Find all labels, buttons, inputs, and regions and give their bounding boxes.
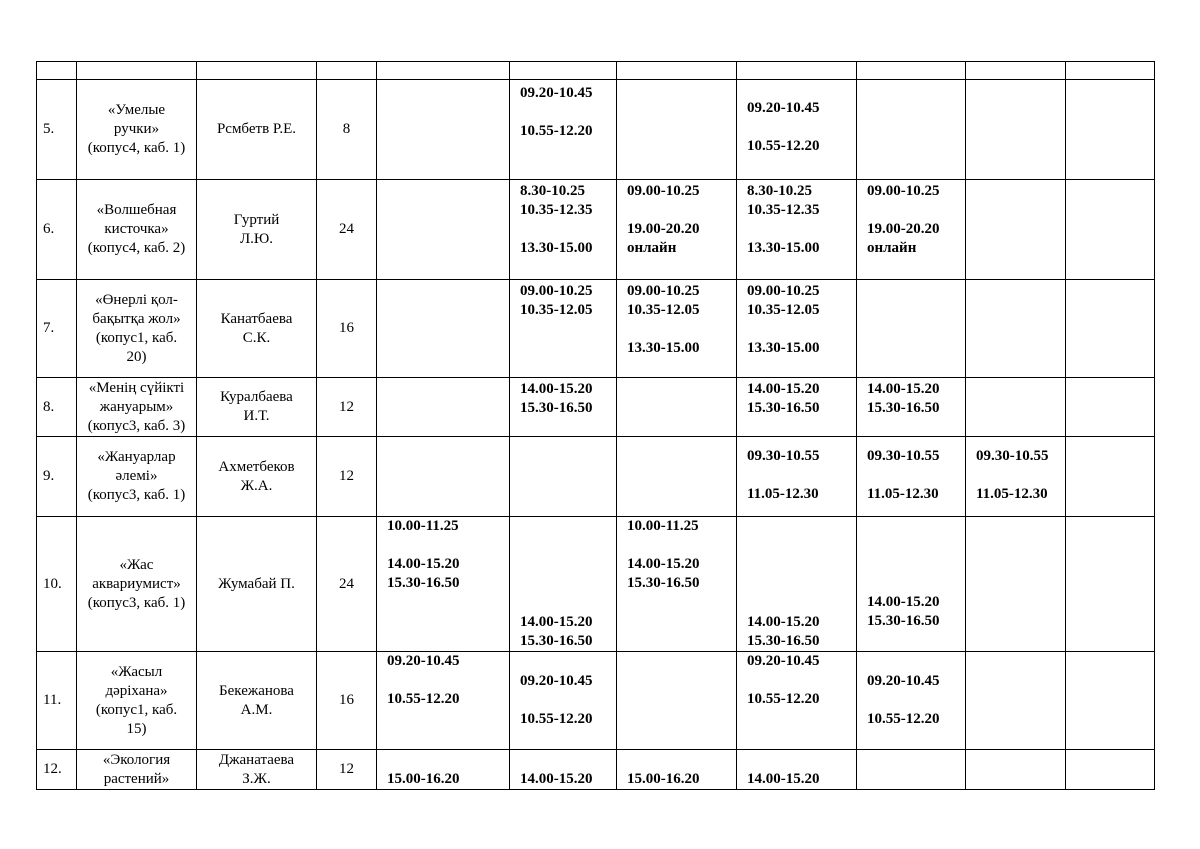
- schedule-body: [37, 62, 1155, 790]
- schedule-cell: [510, 517, 617, 652]
- cell-line: Куралбаева: [220, 389, 293, 405]
- cell-line: 10.35-12.05: [747, 302, 820, 318]
- cell-line: 10.55-12.20: [867, 711, 940, 727]
- line-gap: [520, 103, 616, 122]
- schedule-cell: [966, 378, 1066, 437]
- cell-line: 09.00-10.25: [627, 283, 700, 299]
- schedule-cell: [1066, 750, 1155, 790]
- cell-line: 10.55-12.20: [747, 138, 820, 154]
- cell-line: С.К.: [242, 329, 271, 346]
- line-gap: [867, 574, 965, 593]
- schedule-cell: [377, 652, 510, 750]
- cell-line: 8.30-10.25: [747, 183, 812, 199]
- schedule-cell: [737, 280, 857, 378]
- cell-line: 10.55-12.20: [520, 711, 593, 727]
- schedule-cell: [617, 180, 737, 280]
- header-cell: [197, 62, 317, 80]
- cell-line: 14.00-15.20: [747, 771, 820, 787]
- schedule-cell: [966, 750, 1066, 790]
- header-cell: [317, 62, 377, 80]
- teacher-name: [197, 750, 317, 790]
- cell-line: 19.00-20.20: [867, 221, 940, 237]
- line-gap: [520, 594, 616, 613]
- line-gap: [387, 671, 509, 690]
- student-count: 24: [317, 517, 377, 652]
- cell-line: растений»: [103, 770, 170, 787]
- schedule-cell: [510, 437, 617, 517]
- schedule-cell: [510, 280, 617, 378]
- cell-line: «Өнерлі қол-: [95, 291, 178, 308]
- club-name: [77, 517, 197, 652]
- header-cell: [77, 62, 197, 80]
- schedule-cell: [617, 378, 737, 437]
- cell-line: 09.00-10.25: [867, 183, 940, 199]
- schedule-cell: [857, 437, 966, 517]
- cell-line: 09.00-10.25: [627, 183, 700, 199]
- schedule-cell: [617, 652, 737, 750]
- cell-line: 15.00-16.20: [387, 771, 460, 787]
- cell-line: 09.30-10.55: [867, 448, 940, 464]
- line-gap: [867, 201, 965, 220]
- line-gap: [867, 691, 965, 710]
- student-count: 16: [317, 280, 377, 378]
- schedule-cell: [510, 750, 617, 790]
- schedule-cell: [1066, 280, 1155, 378]
- schedule-cell: [617, 80, 737, 180]
- table-row: [37, 280, 1155, 378]
- club-name: [77, 378, 197, 437]
- student-count: 12: [317, 750, 377, 790]
- cell-line: 19.00-20.20: [627, 221, 700, 237]
- cell-line: 09.20-10.45: [520, 85, 593, 101]
- schedule-cell: [377, 280, 510, 378]
- schedule-cell: [617, 437, 737, 517]
- line-gap: [627, 320, 736, 339]
- cell-line: 13.30-15.00: [520, 240, 593, 256]
- schedule-cell: [857, 180, 966, 280]
- cell-line: 09.30-10.55: [747, 448, 820, 464]
- cell-line: 09.20-10.45: [387, 653, 460, 669]
- table-row: [37, 378, 1155, 437]
- schedule-cell: [377, 750, 510, 790]
- cell-line: 10.55-12.20: [520, 123, 593, 139]
- student-count: 8: [317, 80, 377, 180]
- schedule-cell: [966, 652, 1066, 750]
- cell-line: Рсмбетв Р.Е.: [216, 121, 297, 137]
- schedule-cell: [737, 652, 857, 750]
- cell-line: Л.Ю.: [239, 230, 274, 247]
- teacher-name: [197, 180, 317, 280]
- student-count: 16: [317, 652, 377, 750]
- header-cell: [1066, 62, 1155, 80]
- cell-line: 09.20-10.45: [520, 673, 593, 689]
- cell-line: 11.05-12.30: [976, 486, 1048, 502]
- schedule-table: [36, 61, 1155, 790]
- schedule-cell: [857, 652, 966, 750]
- schedule-cell: [737, 80, 857, 180]
- schedule-cell: [857, 517, 966, 652]
- cell-line: (копус1, каб.: [95, 701, 178, 718]
- teacher-name: [197, 437, 317, 517]
- cell-line: 15.30-16.50: [387, 575, 460, 591]
- line-gap: [747, 466, 856, 485]
- cell-line: Гуртий: [233, 211, 280, 228]
- cell-line: 09.20-10.45: [747, 653, 820, 669]
- cell-line: 11.05-12.30: [867, 486, 939, 502]
- cell-line: 09.20-10.45: [867, 673, 940, 689]
- cell-line: А.М.: [240, 701, 273, 718]
- schedule-cell: [510, 80, 617, 180]
- student-count: 12: [317, 378, 377, 437]
- line-gap: [387, 751, 509, 770]
- line-gap: [867, 466, 965, 485]
- line-gap: [520, 575, 616, 594]
- cell-line: Ж.А.: [240, 477, 273, 494]
- schedule-cell: [617, 517, 737, 652]
- line-gap: [520, 220, 616, 239]
- row-number: 9.: [37, 437, 77, 517]
- row-number: 5.: [37, 80, 77, 180]
- row-number: 7.: [37, 280, 77, 378]
- schedule-cell: [617, 280, 737, 378]
- cell-line: 15): [126, 720, 147, 737]
- cell-line: 14.00-15.20: [627, 556, 700, 572]
- cell-line: онлайн: [867, 240, 917, 256]
- table-row: [37, 80, 1155, 180]
- cell-line: аквариумист»: [92, 575, 181, 592]
- row-number: 10.: [37, 517, 77, 652]
- club-name: [77, 652, 197, 750]
- cell-line: 11.05-12.30: [747, 486, 819, 502]
- schedule-cell: [857, 80, 966, 180]
- cell-line: Ахметбеков: [218, 458, 295, 475]
- cell-line: 10.55-12.20: [747, 691, 820, 707]
- schedule-cell: [966, 180, 1066, 280]
- schedule-cell: [377, 517, 510, 652]
- cell-line: 14.00-15.20: [520, 614, 593, 630]
- cell-line: 14.00-15.20: [867, 594, 940, 610]
- schedule-cell: [857, 750, 966, 790]
- cell-line: 10.55-12.20: [387, 691, 460, 707]
- header-cell: [510, 62, 617, 80]
- cell-line: 15.30-16.50: [627, 575, 700, 591]
- club-name: [77, 750, 197, 790]
- cell-line: З.Ж.: [242, 770, 271, 787]
- line-gap: [867, 517, 965, 536]
- schedule-cell: [857, 378, 966, 437]
- cell-line: (копус3, каб. 1): [87, 594, 186, 611]
- schedule-cell: [966, 437, 1066, 517]
- cell-line: 10.00-11.25: [627, 518, 699, 534]
- line-gap: [867, 536, 965, 555]
- cell-line: 20): [126, 348, 147, 365]
- schedule-cell: [737, 437, 857, 517]
- cell-line: 14.00-15.20: [520, 771, 593, 787]
- header-cell: [37, 62, 77, 80]
- cell-line: 10.35-12.05: [520, 302, 593, 318]
- cell-line: ручки»: [113, 121, 160, 137]
- cell-line: 14.00-15.20: [520, 381, 593, 397]
- schedule-cell: [510, 378, 617, 437]
- line-gap: [627, 201, 736, 220]
- cell-line: 8.30-10.25: [520, 183, 585, 199]
- schedule-cell: [617, 750, 737, 790]
- cell-line: 10.00-11.25: [387, 518, 459, 534]
- cell-line: «Экология: [102, 751, 171, 768]
- row-number: 12.: [37, 750, 77, 790]
- header-row: [37, 62, 1155, 80]
- cell-line: «Жануарлар: [97, 449, 176, 465]
- cell-line: 09.00-10.25: [747, 283, 820, 299]
- line-gap: [747, 118, 856, 137]
- club-name: [77, 437, 197, 517]
- line-gap: [747, 671, 856, 690]
- cell-line: (копус3, каб. 1): [87, 487, 186, 503]
- table-row: [37, 180, 1155, 280]
- schedule-cell: [1066, 80, 1155, 180]
- cell-line: «Жасыл: [110, 663, 163, 680]
- cell-line: 15.30-16.50: [520, 633, 593, 649]
- cell-line: 09.00-10.25: [520, 283, 593, 299]
- schedule-cell: [377, 180, 510, 280]
- row-number: 8.: [37, 378, 77, 437]
- table-row: [37, 437, 1155, 517]
- row-number: 6.: [37, 180, 77, 280]
- line-gap: [747, 320, 856, 339]
- cell-line: 13.30-15.00: [747, 340, 820, 356]
- cell-line: 14.00-15.20: [867, 381, 940, 397]
- cell-line: «Жас: [119, 556, 154, 573]
- student-count: 24: [317, 180, 377, 280]
- cell-line: Бекежанова: [219, 682, 294, 699]
- cell-line: кисточка»: [104, 221, 169, 237]
- schedule-cell: [1066, 437, 1155, 517]
- cell-line: бақытқа жол»: [92, 310, 181, 327]
- schedule-cell: [966, 517, 1066, 652]
- cell-line: 10.35-12.35: [520, 202, 593, 218]
- cell-line: «Умелые: [107, 102, 166, 118]
- schedule-cell: [857, 280, 966, 378]
- cell-line: дәріхана»: [105, 682, 168, 699]
- schedule-cell: [510, 652, 617, 750]
- club-name: [77, 280, 197, 378]
- line-gap: [627, 751, 736, 770]
- club-name: [77, 80, 197, 180]
- header-cell: [966, 62, 1066, 80]
- cell-line: Канатбаева: [220, 310, 293, 327]
- schedule-cell: [1066, 517, 1155, 652]
- cell-line: 09.30-10.55: [976, 448, 1049, 464]
- cell-line: 14.00-15.20: [747, 614, 820, 630]
- cell-line: «Менің сүйікті: [88, 379, 185, 396]
- header-cell: [857, 62, 966, 80]
- line-gap: [867, 555, 965, 574]
- schedule-cell: [966, 280, 1066, 378]
- schedule-cell: [510, 180, 617, 280]
- schedule-cell: [966, 80, 1066, 180]
- header-cell: [377, 62, 510, 80]
- cell-line: 15.30-16.50: [867, 613, 940, 629]
- cell-line: 15.30-16.50: [520, 400, 593, 416]
- cell-line: 10.35-12.35: [747, 202, 820, 218]
- cell-line: (копус1, каб.: [95, 329, 178, 346]
- line-gap: [627, 536, 736, 555]
- line-gap: [747, 575, 856, 594]
- line-gap: [520, 691, 616, 710]
- cell-line: әлемі»: [115, 468, 158, 484]
- cell-line: И.Т.: [243, 408, 270, 424]
- line-gap: [747, 80, 856, 99]
- cell-line: 15.30-16.50: [747, 633, 820, 649]
- cell-line: 13.30-15.00: [627, 340, 700, 356]
- cell-line: 14.00-15.20: [387, 556, 460, 572]
- header-cell: [737, 62, 857, 80]
- cell-line: жануарым»: [99, 398, 174, 415]
- schedule-cell: [377, 437, 510, 517]
- schedule-cell: [737, 750, 857, 790]
- row-number: 11.: [37, 652, 77, 750]
- teacher-name: [197, 517, 317, 652]
- header-cell: [617, 62, 737, 80]
- schedule-cell: [737, 517, 857, 652]
- student-count: 12: [317, 437, 377, 517]
- club-name: [77, 180, 197, 280]
- schedule-cell: [1066, 180, 1155, 280]
- schedule-cell: [1066, 378, 1155, 437]
- cell-line: 14.00-15.20: [747, 381, 820, 397]
- teacher-name: [197, 652, 317, 750]
- table-row: [37, 652, 1155, 750]
- line-gap: [747, 594, 856, 613]
- cell-line: 10.35-12.05: [627, 302, 700, 318]
- line-gap: [520, 556, 616, 575]
- teacher-name: [197, 280, 317, 378]
- cell-line: Джанатаева: [218, 751, 295, 768]
- schedule-cell: [1066, 652, 1155, 750]
- schedule-cell: [377, 80, 510, 180]
- line-gap: [747, 537, 856, 556]
- table-row: [37, 750, 1155, 790]
- teacher-name: [197, 378, 317, 437]
- line-gap: [520, 537, 616, 556]
- line-gap: [747, 220, 856, 239]
- line-gap: [747, 751, 856, 770]
- cell-line: Жумабай П.: [218, 575, 295, 592]
- cell-line: 15.00-16.20: [627, 771, 700, 787]
- teacher-name: [197, 80, 317, 180]
- cell-line: 15.30-16.50: [747, 400, 820, 416]
- schedule-cell: [737, 180, 857, 280]
- cell-line: (копус3, каб. 3): [87, 417, 186, 434]
- cell-line: 09.20-10.45: [747, 100, 820, 116]
- line-gap: [520, 751, 616, 770]
- cell-line: 13.30-15.00: [747, 240, 820, 256]
- cell-line: онлайн: [627, 240, 677, 256]
- cell-line: «Волшебная: [96, 202, 177, 218]
- table-row: [37, 517, 1155, 652]
- cell-line: (копус4, каб. 2): [87, 240, 186, 256]
- line-gap: [387, 536, 509, 555]
- schedule-cell: [377, 378, 510, 437]
- line-gap: [976, 466, 1065, 485]
- schedule-cell: [737, 378, 857, 437]
- line-gap: [747, 556, 856, 575]
- cell-line: (копус4, каб. 1): [87, 140, 186, 156]
- cell-line: 15.30-16.50: [867, 400, 940, 416]
